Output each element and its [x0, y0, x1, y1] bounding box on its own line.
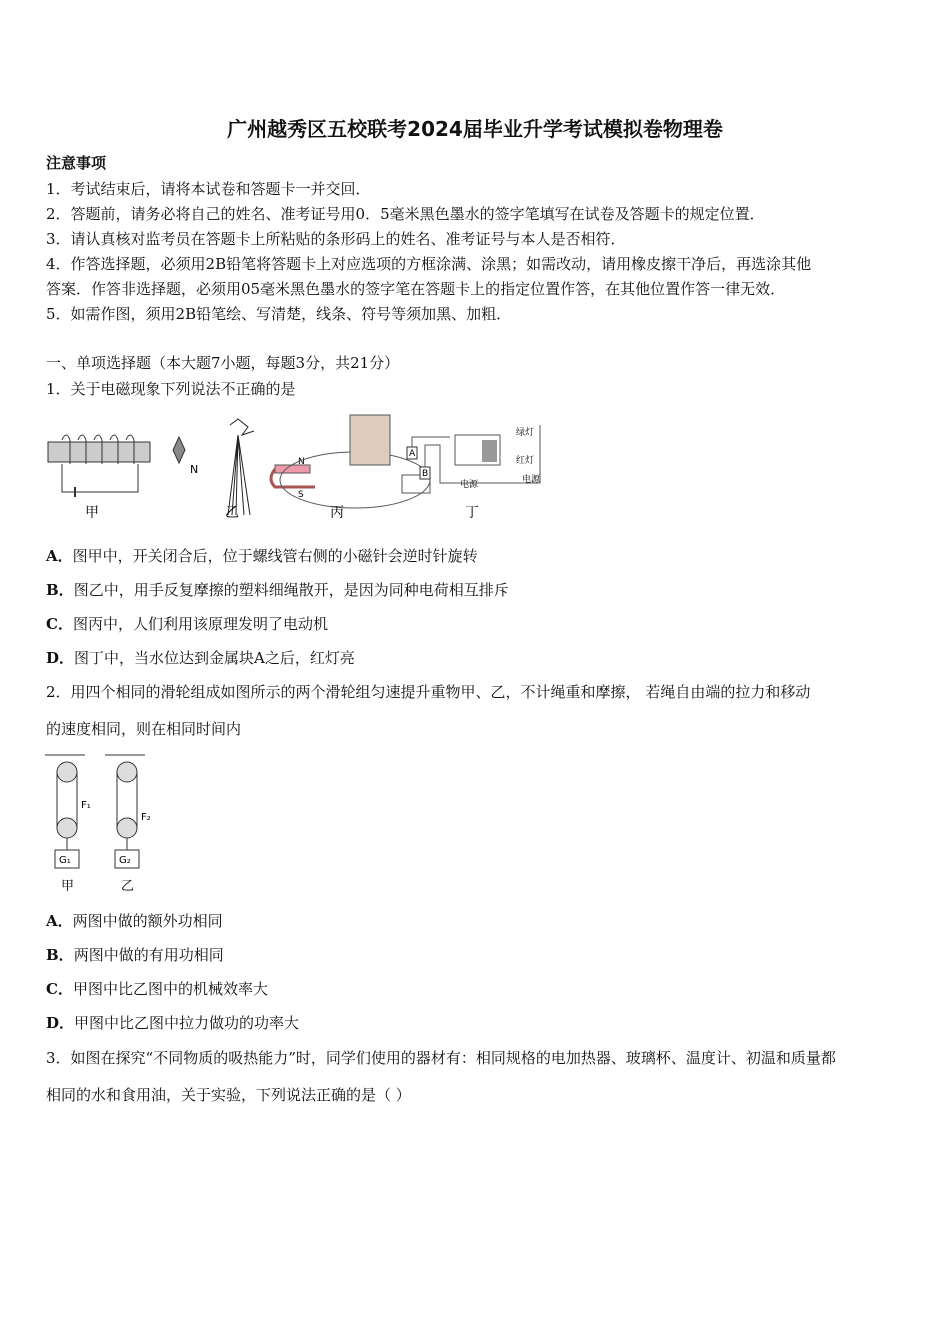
question-1-stem: 1．关于电磁现象下列说法不正确的是 [46, 380, 296, 398]
q1-option-a[interactable]: A．图甲中，开关闭合后，位于螺线管右侧的小磁针会逆时针旋转 [46, 547, 478, 565]
generator-figure [271, 415, 430, 521]
question-3-stem: 3．如图在探究“不同物质的吸热能力”时，同学们使用的器材有：相同规格的电加热器、玻璃杯、温度计、初温和质量都 [46, 1049, 836, 1067]
question-3-stem-cont: 相同的水和食用油，关于实验，下列说法正确的是（ ） [46, 1086, 411, 1104]
q2-option-c[interactable]: C．甲图中比乙图中的机械效率大 [46, 980, 268, 998]
svg-text:B: B [422, 469, 429, 479]
q2-option-d[interactable]: D．甲图中比乙图中拉力做功的功率大 [46, 1014, 300, 1032]
svg-text:A: A [409, 449, 416, 459]
rope-figure [225, 419, 254, 521]
solenoid-figure [48, 435, 150, 521]
svg-text:F₁: F₁ [81, 800, 91, 811]
svg-text:丁: 丁 [465, 505, 479, 521]
q1-option-c[interactable]: C．图丙中，人们利用该原理发明了电动机 [46, 615, 328, 633]
svg-text:G₂: G₂ [119, 855, 131, 866]
notes-heading: 注意事项 [46, 154, 107, 172]
q1-option-b[interactable]: B．图乙中，用手反复摩擦的塑料细绳散开，是因为同种电荷相互排斥 [46, 581, 509, 599]
svg-text:N: N [190, 463, 199, 476]
svg-text:丙: 丙 [330, 505, 344, 521]
q2-option-b[interactable]: B．两图中做的有用功相同 [46, 946, 224, 964]
label-jia: 甲 [85, 505, 99, 521]
relay-figure [402, 425, 541, 521]
question-2-stem-cont: 的速度相同，则在相同时间内 [46, 720, 242, 738]
svg-text:电源: 电源 [460, 480, 479, 490]
q2-option-a[interactable]: A．两图中做的额外功相同 [46, 912, 223, 930]
compass-needle [173, 437, 185, 463]
svg-text:甲: 甲 [61, 879, 75, 894]
note-item: 4．作答选择题，必须用2B铅笔将答题卡上对应选项的方框涂满、涂黑；如需改动，请用橡皮擦干净后，再选涂其他 [46, 255, 812, 273]
svg-text:绿灯: 绿灯 [516, 428, 535, 438]
note-item: 5．如需作图，须用2B铅笔绘、写清楚，线条、符号等须加黑、加粗． [46, 305, 512, 323]
q1-figure [40, 405, 570, 525]
note-item: 3．请认真核对监考员在答题卡上所粘贴的条形码上的姓名、准考证号与本人是否相符． [46, 230, 626, 248]
section-heading: 一、单项选择题（本大题7小题，每题3分，共21分） [46, 354, 400, 372]
page-title: 广州越秀区五校联考2024届毕业升学考试模拟卷物理卷 [227, 117, 723, 141]
svg-text:N: N [298, 457, 305, 467]
svg-text:乙: 乙 [225, 505, 239, 521]
svg-text:电源: 电源 [522, 475, 541, 485]
note-item: 1．考试结束后，请将本试卷和答题卡一并交回． [46, 180, 371, 198]
svg-text:F₂: F₂ [141, 812, 151, 823]
svg-text:S: S [298, 490, 304, 500]
svg-text:G₁: G₁ [59, 855, 71, 866]
question-2-stem: 2．用四个相同的滑轮组成如图所示的两个滑轮组匀速提升重物甲、乙，不计绳重和摩擦， 若绳自由端的拉力和移动 [46, 683, 811, 701]
note-item: 2．答题前，请务必将自己的姓名、准考证号用0．5毫米黑色墨水的签字笔填写在试卷及答题卡的规定位置． [46, 205, 765, 223]
svg-text:红灯: 红灯 [516, 456, 535, 466]
note-item: 答案．作答非选择题，必须用05毫米黑色墨水的签字笔在答题卡上的指定位置作答，在其他位置作答一律无效． [46, 280, 786, 298]
svg-text:乙: 乙 [121, 879, 135, 894]
pulley-figure [45, 750, 155, 895]
q1-option-d[interactable]: D．图丁中，当水位达到金属块A之后，红灯亮 [46, 649, 355, 667]
